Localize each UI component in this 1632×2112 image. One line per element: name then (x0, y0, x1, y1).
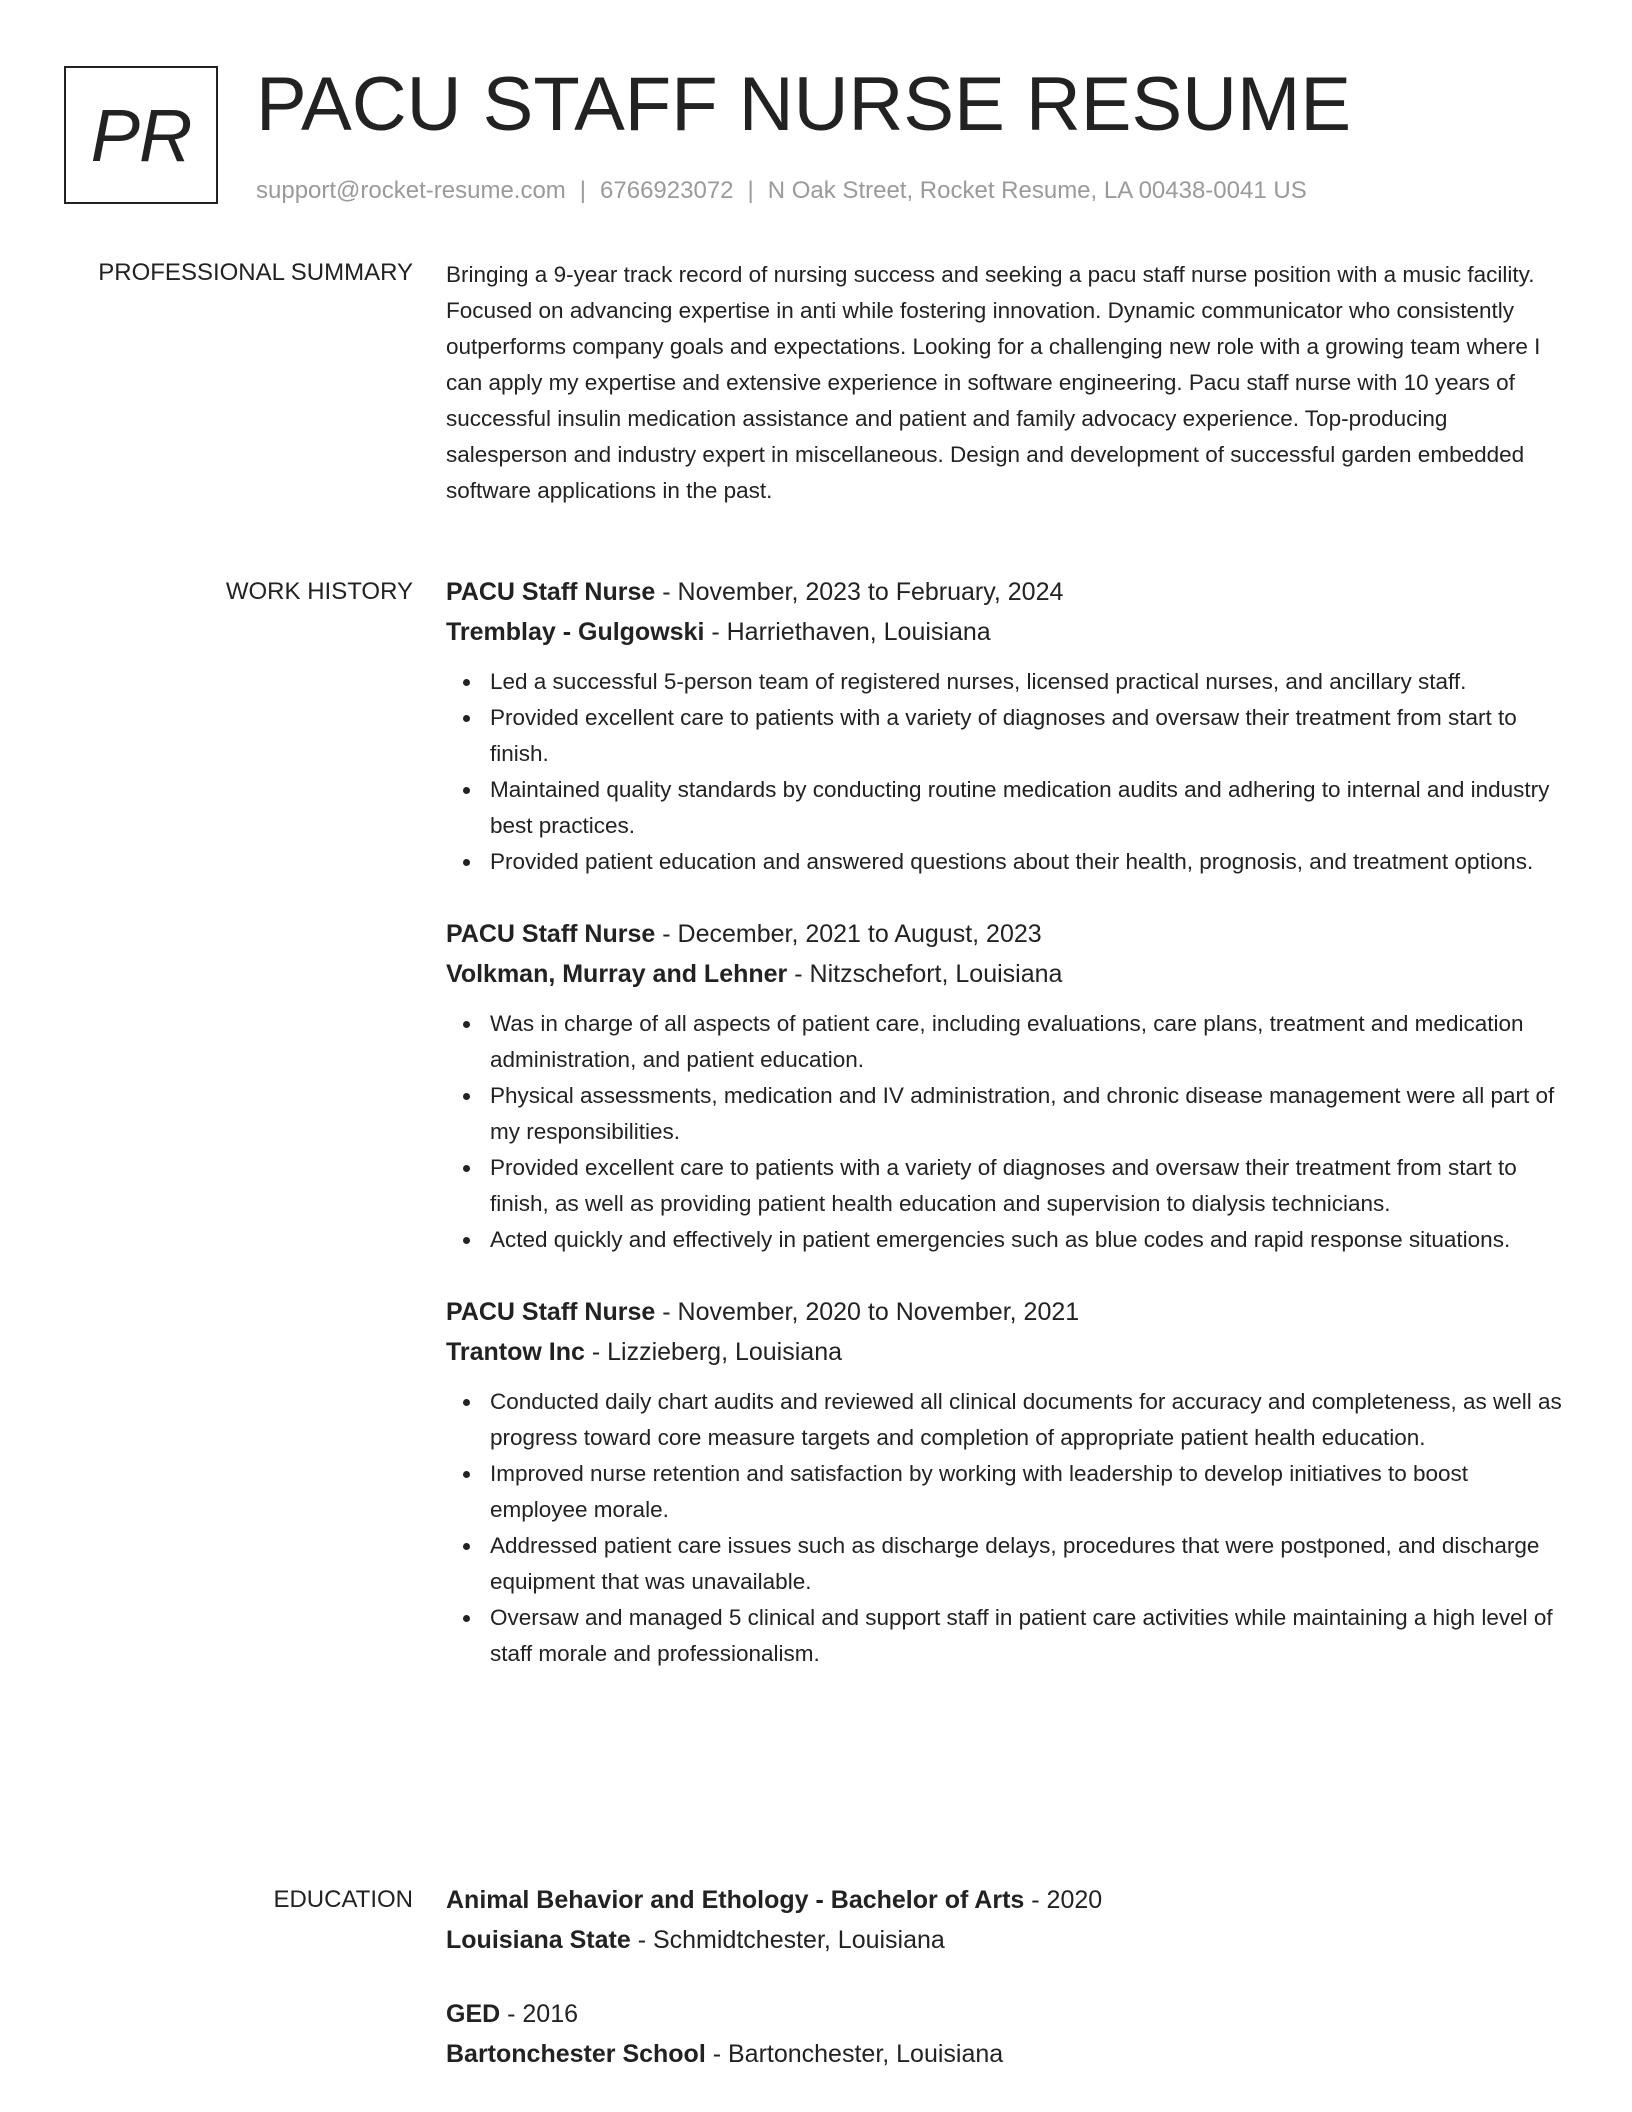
summary-label: PROFESSIONAL SUMMARY (98, 259, 413, 286)
job-employer-line (446, 1332, 1564, 1372)
job-title: PACU Staff Nurse (446, 920, 656, 948)
job-employer-line (446, 612, 1564, 652)
job-bullets (446, 664, 1564, 880)
bullet-text: Addressed patient care issues such as discharge delays, procedures that were postponed, and discharge equipment that was unavailable. (490, 1533, 1540, 1594)
job-dates: - November, 2020 to November, 2021 (655, 1298, 1080, 1326)
education-label: EDUCATION (273, 1886, 413, 1913)
bullet-text: Improved nurse retention and satisfaction by working with leadership to develop initiatives to boost employee morale. (490, 1461, 1469, 1522)
education-year: - 2020 (1024, 1886, 1103, 1914)
job-title-line (446, 914, 1564, 954)
list-item (490, 772, 1564, 844)
resume-header (64, 62, 1564, 211)
job-entry (446, 914, 1564, 1258)
job-location: - Nitzschefort, Louisiana (787, 960, 1063, 988)
bullet-dot-icon (463, 1165, 470, 1172)
list-item (490, 1600, 1564, 1672)
education-degree: GED (446, 2000, 501, 2028)
list-item (490, 1006, 1564, 1078)
bullet-dot-icon (463, 679, 470, 686)
job-location: - Lizzieberg, Louisiana (584, 1338, 842, 1366)
monogram-logo: PR (64, 66, 218, 204)
bullet-dot-icon (463, 1543, 470, 1550)
bullet-text: Oversaw and managed 5 clinical and support staff in patient care activities while maintaining a high level of staff morale and professionalism. (490, 1605, 1553, 1666)
education-location: - Bartonchester, Louisiana (705, 2040, 1004, 2068)
job-employer: Trantow Inc (446, 1338, 585, 1366)
bullet-dot-icon (463, 715, 470, 722)
bullet-text: Maintained quality standards by conducting routine medication audits and adhering to internal and industry best practices. (490, 777, 1550, 838)
contact-address: N Oak Street, Rocket Resume, LA 00438-0041 US (767, 177, 1307, 204)
list-item (490, 1384, 1564, 1456)
education-school-line (446, 2034, 1564, 2074)
bullet-dot-icon (463, 1399, 470, 1406)
list-item (490, 1222, 1564, 1258)
bullet-dot-icon (463, 787, 470, 794)
education-degree-line (446, 1880, 1564, 1920)
bullet-text: Physical assessments, medication and IV administration, and chronic disease management were all part of my responsibilities. (490, 1083, 1555, 1144)
bullet-dot-icon (463, 1615, 470, 1622)
bullet-text: Conducted daily chart audits and reviewed all clinical documents for accuracy and completeness, as well as progress toward core measure targets and completion of appropriate patient health education. (490, 1389, 1562, 1450)
job-location: - Harriethaven, Louisiana (704, 618, 991, 646)
education-location: - Schmidtchester, Louisiana (630, 1926, 945, 1954)
education-school: Bartonchester School (446, 2040, 706, 2068)
bullet-dot-icon (463, 1093, 470, 1100)
education-degree-line (446, 1994, 1564, 2034)
job-employer-line (446, 954, 1564, 994)
job-bullets (446, 1006, 1564, 1258)
bullet-text: Provided excellent care to patients with a variety of diagnoses and oversaw their treatment from start to finish. (490, 705, 1517, 766)
summary-text: Bringing a 9-year track record of nursing success and seeking a pacu staff nurse position with a music facility. Focused on advancing expertise in anti while fostering innovation. Dynamic communicator who consistently outperforms company goals and expectations. Looking for a challenging new role with a growing team where I can apply my expertise and extensive experience in software engineering. Pacu staff nurse with 10 years of successful insulin medication assistance and patient and family advocacy experience. Top-producing salesperson and industry expert in miscellaneous. Design and development of successful garden embedded software applications in the past. (446, 262, 1541, 503)
contact-separator: | (747, 177, 754, 204)
job-entry (446, 572, 1564, 880)
list-item (490, 664, 1564, 700)
contact-email: support@rocket-resume.com (256, 177, 566, 204)
education-school-line (446, 1920, 1564, 1960)
bullet-text: Provided excellent care to patients with a variety of diagnoses and oversaw their treatment from start to finish, as well as providing patient health education and supervision to dialysis technicians. (490, 1155, 1517, 1216)
job-employer: Tremblay - Gulgowski (446, 618, 705, 646)
education-year: - 2016 (500, 2000, 579, 2028)
job-title: PACU Staff Nurse (446, 578, 656, 606)
bullet-dot-icon (463, 859, 470, 866)
education-school: Louisiana State (446, 1926, 631, 1954)
contact-line (256, 176, 1307, 206)
list-item (490, 1456, 1564, 1528)
bullet-dot-icon (463, 1021, 470, 1028)
bullet-dot-icon (463, 1471, 470, 1478)
list-item (490, 1078, 1564, 1150)
job-bullets (446, 1384, 1564, 1672)
job-dates: - December, 2021 to August, 2023 (655, 920, 1042, 948)
education-entry (446, 1880, 1564, 1960)
work-history-label: WORK HISTORY (225, 578, 413, 605)
job-entry (446, 1292, 1564, 1672)
list-item (490, 700, 1564, 772)
job-employer: Volkman, Murray and Lehner (446, 960, 788, 988)
work-history-body (446, 572, 1564, 1706)
contact-phone: 6766923072 (600, 177, 734, 204)
education-degree: Animal Behavior and Ethology - Bachelor of Arts (446, 1886, 1025, 1914)
bullet-text: Acted quickly and effectively in patient emergencies such as blue codes and rapid response situations. (490, 1227, 1511, 1252)
list-item (490, 1150, 1564, 1222)
contact-separator: | (579, 177, 587, 204)
education-body (446, 1880, 1564, 2108)
bullet-text: Was in charge of all aspects of patient care, including evaluations, care plans, treatment and medication administration, and patient education. (490, 1011, 1524, 1072)
list-item (490, 1528, 1564, 1600)
summary-body (446, 257, 1564, 509)
list-item (490, 844, 1564, 880)
job-title: PACU Staff Nurse (446, 1298, 656, 1326)
page-title: PACU STAFF NURSE RESUME (256, 62, 1352, 147)
job-dates: - November, 2023 to February, 2024 (655, 578, 1064, 606)
bullet-text: Led a successful 5-person team of registered nurses, licensed practical nurses, and ancillary staff. (490, 669, 1467, 694)
bullet-dot-icon (463, 1237, 470, 1244)
bullet-text: Provided patient education and answered questions about their health, prognosis, and treatment options. (490, 849, 1534, 874)
job-title-line (446, 1292, 1564, 1332)
education-entry (446, 1994, 1564, 2074)
job-title-line (446, 572, 1564, 612)
